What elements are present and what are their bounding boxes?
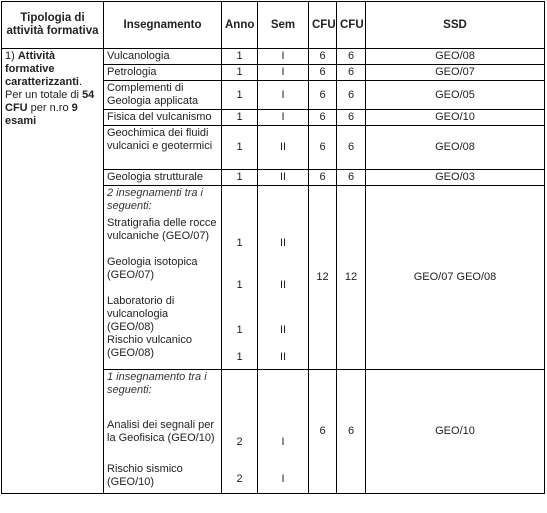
- course-sem: I: [258, 65, 309, 81]
- course-cfu-2: 6: [337, 126, 366, 170]
- course-anno: 1: [222, 81, 258, 110]
- course-ssd: GEO/08: [366, 49, 545, 65]
- group1-ssd: GEO/07 GEO/08: [366, 186, 545, 370]
- group1-cfu-2: 12: [337, 186, 366, 370]
- tipologia-cell: 1) Attività formative caratterizzanti. Per un totale di 54 CFU per n.ro 9 esami: [2, 49, 104, 494]
- course-anno: 1: [222, 126, 258, 170]
- group1-anno-col: 1 1 1 1: [222, 186, 258, 370]
- course-name: Complementi di Geologia applicata: [104, 81, 222, 110]
- course-table: [1, 1, 545, 494]
- course-ssd: GEO/03: [366, 170, 545, 186]
- course-cfu-1: 6: [309, 49, 337, 65]
- group2-sem-col: I I: [258, 370, 309, 494]
- table-row: [2, 49, 545, 65]
- header-sem: Sem: [258, 2, 309, 49]
- course-anno: 1: [222, 49, 258, 65]
- header-cfu-2: CFU: [337, 2, 366, 49]
- course-anno: 1: [222, 170, 258, 186]
- course-anno: 1: [222, 65, 258, 81]
- group2-item: Rischio sismico (GEO/10): [107, 463, 183, 488]
- course-ssd: GEO/10: [366, 110, 545, 126]
- group1-item: Rischio vulcanico (GEO/08): [107, 334, 192, 359]
- group2-anno-col: 2 2: [222, 370, 258, 494]
- course-cfu-2: 6: [337, 49, 366, 65]
- header-tipologia: Tipologia di attività formativa: [2, 2, 104, 49]
- group2-cfu-2: 6: [337, 370, 366, 494]
- group1-sem-col: II II II II: [258, 186, 309, 370]
- group1-item: Laboratorio di vulcanologia (GEO/08): [107, 295, 175, 333]
- course-cfu-2: 6: [337, 81, 366, 110]
- group2-list: [104, 370, 222, 494]
- course-cfu-2: 6: [337, 170, 366, 186]
- header-anno: Anno: [222, 2, 258, 49]
- group1-list: [104, 186, 222, 370]
- course-cfu-2: 6: [337, 110, 366, 126]
- group1-item: Geologia isotopica (GEO/07): [107, 256, 198, 281]
- course-name: Fisica del vulcanismo: [104, 110, 222, 126]
- group2-item: Analisi dei segnali per la Geofisica (GEO/10): [107, 419, 215, 444]
- header-ssd: SSD: [366, 2, 545, 49]
- header-insegnamento: Insegnamento: [104, 2, 222, 49]
- group1-item: Stratigrafia delle rocce vulcaniche (GEO/07): [107, 217, 217, 242]
- group2-cfu-1: 6: [309, 370, 337, 494]
- course-name: Vulcanologia: [104, 49, 222, 65]
- course-cfu-1: 6: [309, 65, 337, 81]
- group1-cfu-1: 12: [309, 186, 337, 370]
- header-cfu-1: CFU: [309, 2, 337, 49]
- course-ssd: GEO/07: [366, 65, 545, 81]
- course-name: Geologia strutturale: [104, 170, 222, 186]
- course-sem: II: [258, 170, 309, 186]
- header-row: [2, 2, 545, 49]
- course-cfu-1: 6: [309, 126, 337, 170]
- group2-intro: 1 insegnamento tra i seguenti:: [107, 371, 207, 396]
- course-anno: 1: [222, 110, 258, 126]
- course-sem: I: [258, 110, 309, 126]
- course-name: Geochimica dei fluidi vulcanici e geotermici: [104, 126, 222, 170]
- group2-ssd: GEO/10: [366, 370, 545, 494]
- group1-intro: 2 insegnamenti tra i seguenti:: [107, 187, 203, 212]
- course-sem: I: [258, 49, 309, 65]
- course-cfu-1: 6: [309, 110, 337, 126]
- course-sem: II: [258, 126, 309, 170]
- course-ssd: GEO/08: [366, 126, 545, 170]
- course-sem: I: [258, 81, 309, 110]
- course-name: Petrologia: [104, 65, 222, 81]
- course-cfu-1: 6: [309, 170, 337, 186]
- course-cfu-1: 6: [309, 81, 337, 110]
- course-cfu-2: 6: [337, 65, 366, 81]
- course-ssd: GEO/05: [366, 81, 545, 110]
